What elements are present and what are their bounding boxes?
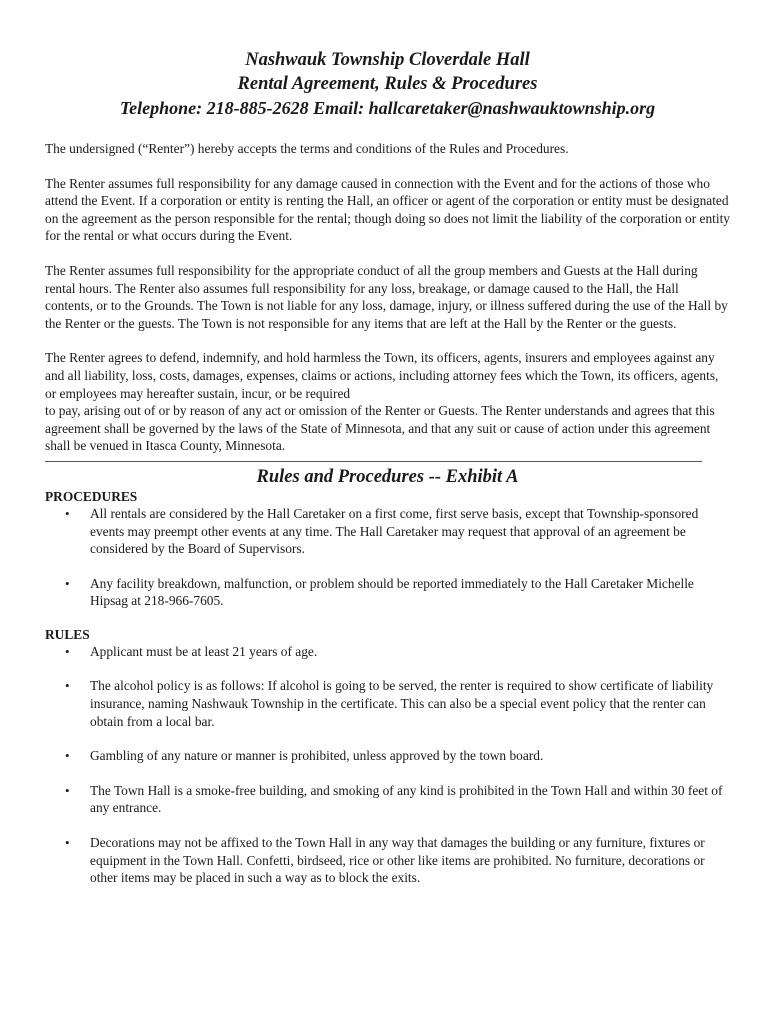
intro-paragraph: The undersigned (“Renter”) hereby accepts the terms and conditions of the Rules and Procedures. xyxy=(45,141,569,156)
indemnify-paragraph-part2: to pay, arising out of or by reason of any act or omission of the Renter or Guests. The Renter understands and agrees that this agreement shall be governed by the laws of the State of Minnesota, and that any suit or cause of action under this agreement shall be venued in Itasca County, Minnesota. xyxy=(45,403,715,454)
bullet-icon: • xyxy=(65,575,70,591)
rules-heading: RULES xyxy=(45,626,90,642)
damage-responsibility-paragraph: The Renter assumes full responsibility for any damage caused in connection with the Event and for the actions of those who attend the Event. If a corporation or entity is renting the Hall, an officer or agent of the corporation or entity must be designated on the agreement as the person responsible for the rental; though doing so does not limit the liability of the corporation or entity for the rental or what occurs during the Event. xyxy=(45,175,730,244)
indemnify-paragraph-part1: The Renter agrees to defend, indemnify, and hold harmless the Town, its officers, agents, insurers and employees against any and all liability, loss, costs, damages, expenses, claims or actions, including attorney fees which the Town, its officers, agents, or employees may hereafter sustain, incur, or be required xyxy=(45,350,719,401)
list-item xyxy=(45,575,730,610)
bullet-icon: • xyxy=(65,505,70,521)
list-item xyxy=(45,677,730,730)
list-item xyxy=(45,643,730,661)
exhibit-title: Rules and Procedures -- Exhibit A xyxy=(256,466,519,487)
document-page xyxy=(45,48,730,887)
procedure-text: Any facility breakdown, malfunction, or problem should be reported immediately to the Hall Caretaker Michelle Hipsag at 218-966-7605. xyxy=(90,575,694,609)
document-title: Nashwauk Township Cloverdale Hall xyxy=(245,50,530,70)
procedures-list xyxy=(45,505,730,610)
bullet-icon: • xyxy=(65,643,70,659)
rule-text: Applicant must be at least 21 years of age. xyxy=(90,643,318,659)
rule-text: The alcohol policy is as follows: If alcohol is going to be served, the renter is required to show certificate of liability insurance, naming Nashwauk Township in the certificate. This can also be a special event policy that the renter can obtain from a local bar. xyxy=(90,678,714,729)
procedure-text: All rentals are considered by the Hall Caretaker on a first come, first serve basis, except that Township-sponsored events may preempt other events at any time. The Hall Caretaker may request that approval of an agreement be considered by the Board of Supervisors. xyxy=(90,505,699,557)
rules-list xyxy=(45,643,730,887)
list-item xyxy=(45,747,730,765)
list-item xyxy=(45,834,730,887)
rule-text: The Town Hall is a smoke-free building, and smoking of any kind is prohibited in the Town Hall and within 30 feet of any entrance. xyxy=(90,782,723,816)
bullet-icon: • xyxy=(65,678,70,694)
contact-line: Telephone: 218-885-2628 Email: hallcaretaker@nashwauktownship.org xyxy=(119,98,656,118)
rule-text: Decorations may not be affixed to the Town Hall in any way that damages the building or any furniture, fixtures or equipment in the Town Hall. Confetti, birdseed, rice or other like items are prohibited. No furniture, decorations or other items may be placed in such a way as to block the exits. xyxy=(90,835,705,886)
procedures-heading: PROCEDURES xyxy=(45,488,138,504)
indemnify-paragraph xyxy=(45,349,730,455)
rule-text: Gambling of any nature or manner is prohibited, unless approved by the town board. xyxy=(90,748,544,764)
list-item xyxy=(45,782,730,817)
list-item xyxy=(45,505,730,558)
bullet-icon: • xyxy=(65,835,70,851)
section-divider xyxy=(45,461,702,462)
document-subtitle: Rental Agreement, Rules & Procedures xyxy=(237,74,538,94)
bullet-icon: • xyxy=(65,782,70,798)
conduct-responsibility-paragraph: The Renter assumes full responsibility for the appropriate conduct of all the group members and Guests at the Hall during rental hours. The Renter also assumes full responsibility for any loss, breakage, or damage caused to the Hall, the Hall contents, or to the Grounds. The Town is not liable for any loss, damage, injury, or illness suffered during the use of the Hall by the Renter or the guests. The Town is not responsible for any items that are left at the Hall by the Renter or the guests. xyxy=(45,262,728,331)
bullet-icon: • xyxy=(65,748,70,764)
